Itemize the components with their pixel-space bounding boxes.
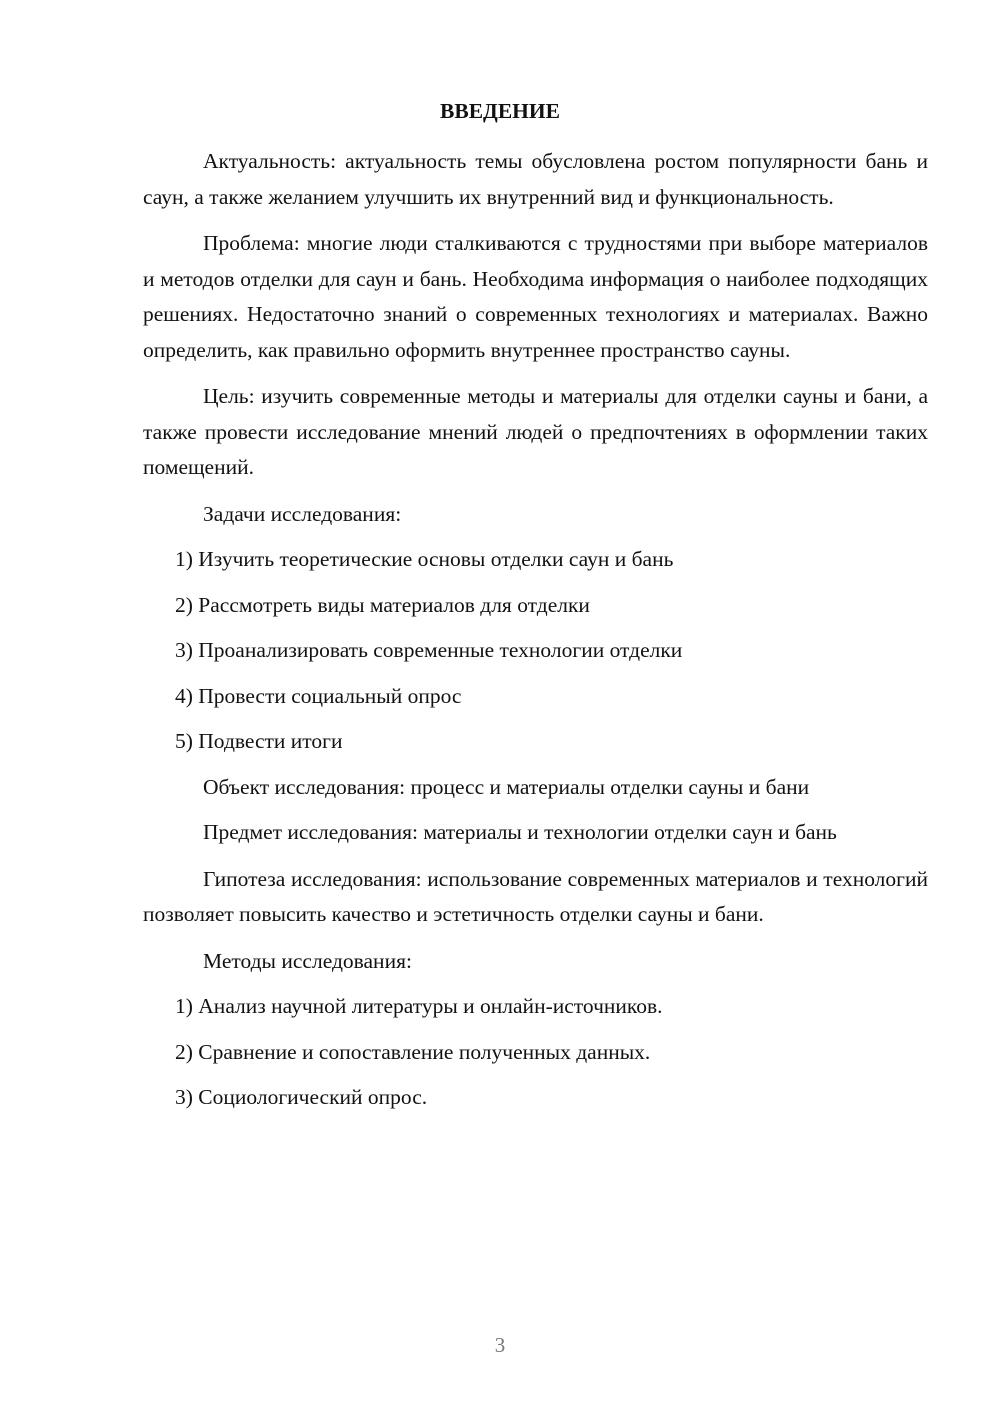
object-line: Объект исследования: процесс и материалы отделки сауны и бани — [203, 774, 810, 799]
method-item-1: 1) Анализ научной литературы и онлайн-источников. — [175, 994, 663, 1018]
problem-paragraph: Проблема: многие люди сталкиваются с трудностями при выборе материалов и методов отделки для саун и бань. Необходима информация о наиболее подходящих решениях. Недостаточно знаний о современных технологиях и материалах. Важно определить, как правильно оформить внутреннее пространство сауны. — [143, 231, 928, 362]
task-item-3: 3) Проанализировать современные технологии отделки — [175, 638, 683, 662]
goal-paragraph: Цель: изучить современные методы и материалы для отделки сауны и бани, а также провести исследование мнений людей о предпочтениях в оформлении таких помещений. — [143, 384, 928, 479]
hypothesis-paragraph: Гипотеза исследования: использование современных материалов и технологий позволяет повысить качество и эстетичность отделки сауны и бани. — [143, 866, 928, 926]
task-item-4: 4) Провести социальный опрос — [175, 683, 462, 708]
method-item-3: 3) Социологический опрос. — [175, 1085, 428, 1109]
task-item-5: 5) Подвести итоги — [175, 729, 343, 753]
methods-heading: Методы исследования: — [203, 948, 412, 973]
task-item-2: 2) Рассмотреть виды материалов для отделки — [175, 592, 590, 617]
tasks-heading: Задачи исследования: — [203, 501, 402, 526]
method-item-2: 2) Сравнение и сопоставление полученных данных. — [175, 1039, 651, 1064]
task-item-1: 1) Изучить теоретические основы отделки саун и бань — [175, 547, 674, 571]
document-body — [143, 144, 928, 1126]
section-title: ВВЕДЕНИЕ — [440, 99, 560, 123]
subject-paragraph: Предмет исследования: материалы и технологии отделки саун и бань — [203, 820, 837, 844]
relevance-paragraph: Актуальность: актуальность темы обусловлена ростом популярности бань и саун, а также желанием улучшить их внутренний вид и функциональность. — [143, 149, 928, 209]
page-number: 3 — [494, 1333, 506, 1357]
